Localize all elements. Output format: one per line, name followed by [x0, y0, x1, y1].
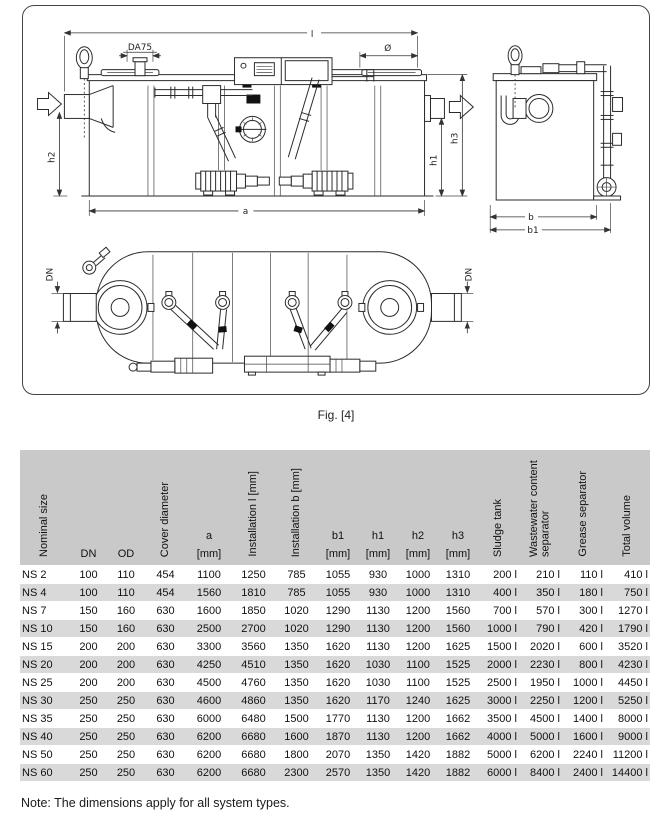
dim-label-b1: b1: [527, 225, 539, 236]
cell-h3: 1625: [438, 692, 478, 710]
cell-od: 110: [107, 584, 145, 602]
cell-installation-b: 1350: [275, 638, 318, 656]
header-row: [20, 450, 650, 566]
cell-h2: 1420: [398, 746, 438, 764]
cell-installation-l: 4760: [232, 674, 275, 692]
cell-installation-l: 4860: [232, 692, 275, 710]
table-row: [20, 764, 650, 782]
cell-sludge-tank: 2500 l: [478, 674, 519, 692]
table-row: [20, 728, 650, 746]
technical-drawing-svg: [23, 6, 649, 394]
cell-total-volume: 4230 l: [605, 656, 650, 674]
cell-installation-l: 1850: [232, 602, 275, 620]
cell-sludge-tank: 3500 l: [478, 710, 519, 728]
col-header-installation-b: Installation b [mm]: [275, 450, 318, 566]
cell-cover-diameter: 630: [145, 764, 186, 782]
cell-installation-b: 1500: [275, 710, 318, 728]
cell-grease-separator: 420 l: [562, 620, 605, 638]
cell-installation-l: 6680: [232, 764, 275, 782]
cell-sludge-tank: 400 l: [478, 584, 519, 602]
cell-h1: 1170: [358, 692, 398, 710]
cell-h2: 1200: [398, 728, 438, 746]
cell-nominal-size: NS 30: [20, 692, 70, 710]
cell-a: 4250: [186, 656, 232, 674]
cell-installation-l: 1250: [232, 566, 275, 584]
cell-h3: 1882: [438, 746, 478, 764]
cell-h2: 1100: [398, 656, 438, 674]
col-header-grease-separator: Grease separator: [562, 450, 605, 566]
cell-od: 250: [107, 692, 145, 710]
outlet-pipe-stub: [431, 99, 445, 119]
cell-b1: 2570: [318, 764, 358, 782]
cell-nominal-size: NS 10: [20, 620, 70, 638]
dim-label-diameter: Ø: [384, 43, 392, 54]
cell-cover-diameter: 454: [145, 584, 186, 602]
cell-h3: 1310: [438, 566, 478, 584]
col-header-installation-l: Installation l [mm]: [232, 450, 275, 566]
table-row: [20, 746, 650, 764]
da75-connection: [135, 62, 145, 76]
cell-nominal-size: NS 60: [20, 764, 70, 782]
cell-total-volume: 1270 l: [605, 602, 650, 620]
table-row: [20, 584, 650, 602]
cell-total-volume: 1790 l: [605, 620, 650, 638]
cell-h3: 1525: [438, 674, 478, 692]
cell-h2: 1100: [398, 674, 438, 692]
cell-installation-l: 2700: [232, 620, 275, 638]
cell-nominal-size: NS 50: [20, 746, 70, 764]
col-header-cover-diameter: Cover diameter: [145, 450, 186, 566]
figure-4-drawing: [22, 5, 650, 395]
col-header-wastewater-separator: Wastewater content separator: [519, 450, 562, 566]
dim-label-h2: h2: [47, 151, 58, 163]
cell-nominal-size: NS 7: [20, 602, 70, 620]
cell-cover-diameter: 630: [145, 710, 186, 728]
cell-wastewater-separator: 5000 l: [519, 728, 562, 746]
cell-cover-diameter: 630: [145, 746, 186, 764]
cell-nominal-size: NS 15: [20, 638, 70, 656]
cell-grease-separator: 1200 l: [562, 692, 605, 710]
cell-dn: 250: [70, 728, 107, 746]
cell-b1: 1620: [318, 656, 358, 674]
outlet-stub-plan: [432, 294, 462, 322]
cell-b1: 1055: [318, 566, 358, 584]
cell-sludge-tank: 700 l: [478, 602, 519, 620]
cell-sludge-tank: 3000 l: [478, 692, 519, 710]
cell-total-volume: 3520 l: [605, 638, 650, 656]
cell-h1: 1130: [358, 638, 398, 656]
cell-installation-l: 1810: [232, 584, 275, 602]
cell-installation-b: 1350: [275, 692, 318, 710]
cell-sludge-tank: 200 l: [478, 566, 519, 584]
cell-total-volume: 5250 l: [605, 692, 650, 710]
cell-h3: 1662: [438, 710, 478, 728]
cell-cover-diameter: 630: [145, 602, 186, 620]
cell-nominal-size: NS 20: [20, 656, 70, 674]
cell-b1: 1620: [318, 674, 358, 692]
cell-grease-separator: 600 l: [562, 638, 605, 656]
cell-a: 6200: [186, 764, 232, 782]
cell-grease-separator: 1000 l: [562, 674, 605, 692]
cell-wastewater-separator: 2250 l: [519, 692, 562, 710]
riser-pipe: [601, 66, 623, 181]
col-header-sludge-tank: Sludge tank: [478, 450, 519, 566]
cell-b1: 1290: [318, 620, 358, 638]
cell-sludge-tank: 4000 l: [478, 728, 519, 746]
dimension-dn-left: [45, 268, 64, 333]
table-row: [20, 656, 650, 674]
col-header-od: OD: [107, 450, 145, 566]
cell-total-volume: 8000 l: [605, 710, 650, 728]
table-row: [20, 638, 650, 656]
cell-h1: 930: [358, 566, 398, 584]
col-header-dn: DN: [70, 450, 107, 566]
cell-total-volume: 410 l: [605, 566, 650, 584]
cell-h2: 1240: [398, 692, 438, 710]
cell-dn: 100: [70, 584, 107, 602]
cell-wastewater-separator: 2230 l: [519, 656, 562, 674]
cell-od: 250: [107, 764, 145, 782]
cell-total-volume: 14400 l: [605, 764, 650, 782]
cell-wastewater-separator: 8400 l: [519, 764, 562, 782]
inlet-stub-plan: [63, 294, 96, 322]
note-text: Note: The dimensions apply for all system types.: [21, 796, 290, 810]
cell-wastewater-separator: 790 l: [519, 620, 562, 638]
cell-installation-l: 6480: [232, 710, 275, 728]
cell-a: 6200: [186, 746, 232, 764]
cell-h3: 1525: [438, 656, 478, 674]
cell-h1: 1130: [358, 602, 398, 620]
cell-b1: 1290: [318, 602, 358, 620]
cell-od: 160: [107, 602, 145, 620]
cell-cover-diameter: 630: [145, 674, 186, 692]
cell-dn: 250: [70, 710, 107, 728]
cell-installation-b: 1350: [275, 656, 318, 674]
cell-h2: 1200: [398, 602, 438, 620]
cell-h2: 1200: [398, 638, 438, 656]
cell-installation-b: 1800: [275, 746, 318, 764]
cell-sludge-tank: 6000 l: [478, 764, 519, 782]
cell-grease-separator: 110 l: [562, 566, 605, 584]
cell-b1: 1055: [318, 584, 358, 602]
side-view: [490, 46, 622, 236]
cell-b1: 1620: [318, 638, 358, 656]
table-row: [20, 674, 650, 692]
cell-installation-b: 1350: [275, 674, 318, 692]
cell-a: 1600: [186, 602, 232, 620]
col-header-h3: h3 [mm]: [438, 450, 478, 566]
dim-label-h3: h3: [450, 132, 461, 144]
cell-grease-separator: 800 l: [562, 656, 605, 674]
dim-label-dn-right: DN: [464, 267, 475, 282]
dimension-table-wrap: [20, 450, 650, 781]
cell-installation-l: 6680: [232, 746, 275, 764]
cell-installation-b: 1020: [275, 620, 318, 638]
flow-arrow-inlet-icon: [38, 93, 62, 116]
dimension-table: [20, 450, 650, 781]
cell-total-volume: 4450 l: [605, 674, 650, 692]
cell-b1: 1870: [318, 728, 358, 746]
cell-h1: 1030: [358, 674, 398, 692]
cell-a: 1560: [186, 584, 232, 602]
table-row: [20, 602, 650, 620]
cell-grease-separator: 2400 l: [562, 764, 605, 782]
cell-dn: 200: [70, 674, 107, 692]
dimension-dn-right: [461, 268, 474, 333]
cell-cover-diameter: 454: [145, 566, 186, 584]
cell-od: 250: [107, 710, 145, 728]
cell-wastewater-separator: 6200 l: [519, 746, 562, 764]
cell-od: 200: [107, 674, 145, 692]
cell-b1: 1770: [318, 710, 358, 728]
cell-a: 6000: [186, 710, 232, 728]
cell-a: 2500: [186, 620, 232, 638]
cell-grease-separator: 180 l: [562, 584, 605, 602]
cell-nominal-size: NS 2: [20, 566, 70, 584]
cell-grease-separator: 1400 l: [562, 710, 605, 728]
table-row: [20, 566, 650, 584]
cell-sludge-tank: 1000 l: [478, 620, 519, 638]
cell-grease-separator: 2240 l: [562, 746, 605, 764]
cell-installation-l: 3560: [232, 638, 275, 656]
table-row: [20, 710, 650, 728]
cell-nominal-size: NS 25: [20, 674, 70, 692]
dim-label-da75: DA75: [127, 42, 153, 53]
pump-side: [594, 178, 621, 200]
cell-wastewater-separator: 570 l: [519, 602, 562, 620]
cell-installation-b: 785: [275, 584, 318, 602]
cell-installation-b: 785: [275, 566, 318, 584]
cell-b1: 1620: [318, 692, 358, 710]
cell-a: 4600: [186, 692, 232, 710]
cell-cover-diameter: 630: [145, 656, 186, 674]
col-header-b1: b1 [mm]: [318, 450, 358, 566]
control-box: [235, 58, 332, 88]
cell-dn: 100: [70, 566, 107, 584]
cell-installation-l: 4510: [232, 656, 275, 674]
cell-h1: 1130: [358, 620, 398, 638]
cell-h3: 1310: [438, 584, 478, 602]
table-body: [20, 566, 650, 782]
cell-h1: 1030: [358, 656, 398, 674]
cell-installation-l: 6680: [232, 728, 275, 746]
cell-sludge-tank: 1500 l: [478, 638, 519, 656]
cell-total-volume: 750 l: [605, 584, 650, 602]
cell-nominal-size: NS 40: [20, 728, 70, 746]
col-header-total-volume: Total volume: [605, 450, 650, 566]
table-row: [20, 620, 650, 638]
cell-wastewater-separator: 350 l: [519, 584, 562, 602]
vent-valve-plan: [83, 247, 110, 274]
cell-installation-b: 2300: [275, 764, 318, 782]
cell-nominal-size: NS 4: [20, 584, 70, 602]
cell-dn: 200: [70, 656, 107, 674]
cell-cover-diameter: 630: [145, 728, 186, 746]
cell-sludge-tank: 5000 l: [478, 746, 519, 764]
dim-label-dn-left: DN: [45, 267, 56, 282]
cell-sludge-tank: 2000 l: [478, 656, 519, 674]
cell-cover-diameter: 630: [145, 692, 186, 710]
cell-a: 1100: [186, 566, 232, 584]
cell-dn: 250: [70, 692, 107, 710]
cell-h1: 1350: [358, 764, 398, 782]
cell-cover-diameter: 630: [145, 620, 186, 638]
cell-grease-separator: 1600 l: [562, 728, 605, 746]
figure-caption: Fig. [4]: [317, 408, 355, 422]
cell-h3: 1882: [438, 764, 478, 782]
cell-od: 200: [107, 638, 145, 656]
plan-view: [45, 247, 474, 375]
table-row: [20, 692, 650, 710]
cell-od: 200: [107, 656, 145, 674]
col-header-a: a [mm]: [186, 450, 232, 566]
inlet-pipe-stub: [64, 95, 89, 119]
col-header-h1: h1 [mm]: [358, 450, 398, 566]
cell-dn: 150: [70, 602, 107, 620]
cell-h3: 1662: [438, 728, 478, 746]
flow-arrow-outlet-icon: [449, 96, 473, 119]
cell-nominal-size: NS 35: [20, 710, 70, 728]
col-header-nominal-size: Nominal size: [20, 450, 70, 566]
outlet-flange: [425, 96, 431, 122]
front-elevation-view: [38, 30, 474, 217]
cell-a: 3300: [186, 638, 232, 656]
cell-wastewater-separator: 210 l: [519, 566, 562, 584]
cell-grease-separator: 300 l: [562, 602, 605, 620]
cell-a: 4500: [186, 674, 232, 692]
cell-h2: 1420: [398, 764, 438, 782]
cell-h1: 1350: [358, 746, 398, 764]
dimensions-side: [490, 203, 610, 236]
cell-h2: 1000: [398, 584, 438, 602]
cell-wastewater-separator: 4500 l: [519, 710, 562, 728]
cell-h1: 930: [358, 584, 398, 602]
cell-h3: 1625: [438, 638, 478, 656]
cell-h2: 1000: [398, 566, 438, 584]
cell-od: 160: [107, 620, 145, 638]
dim-label-b: b: [528, 212, 534, 223]
cell-dn: 150: [70, 620, 107, 638]
dim-label-a: a: [242, 206, 249, 217]
cell-b1: 2070: [318, 746, 358, 764]
cell-h2: 1200: [398, 710, 438, 728]
cell-total-volume: 11200 l: [605, 746, 650, 764]
cell-dn: 250: [70, 764, 107, 782]
cell-cover-diameter: 630: [145, 638, 186, 656]
cell-wastewater-separator: 1950 l: [519, 674, 562, 692]
dim-label-l: l: [310, 29, 314, 40]
cell-installation-b: 1600: [275, 728, 318, 746]
cell-h2: 1200: [398, 620, 438, 638]
cell-total-volume: 9000 l: [605, 728, 650, 746]
cell-installation-b: 1020: [275, 602, 318, 620]
cell-dn: 250: [70, 746, 107, 764]
cell-od: 110: [107, 566, 145, 584]
cell-wastewater-separator: 2020 l: [519, 638, 562, 656]
cell-h1: 1130: [358, 710, 398, 728]
dim-label-h1: h1: [429, 154, 440, 166]
cell-a: 6200: [186, 728, 232, 746]
cell-dn: 200: [70, 638, 107, 656]
cell-od: 250: [107, 746, 145, 764]
cell-h3: 1560: [438, 602, 478, 620]
cell-h1: 1130: [358, 728, 398, 746]
cell-h3: 1560: [438, 620, 478, 638]
cell-od: 250: [107, 728, 145, 746]
col-header-h2: h2 [mm]: [398, 450, 438, 566]
